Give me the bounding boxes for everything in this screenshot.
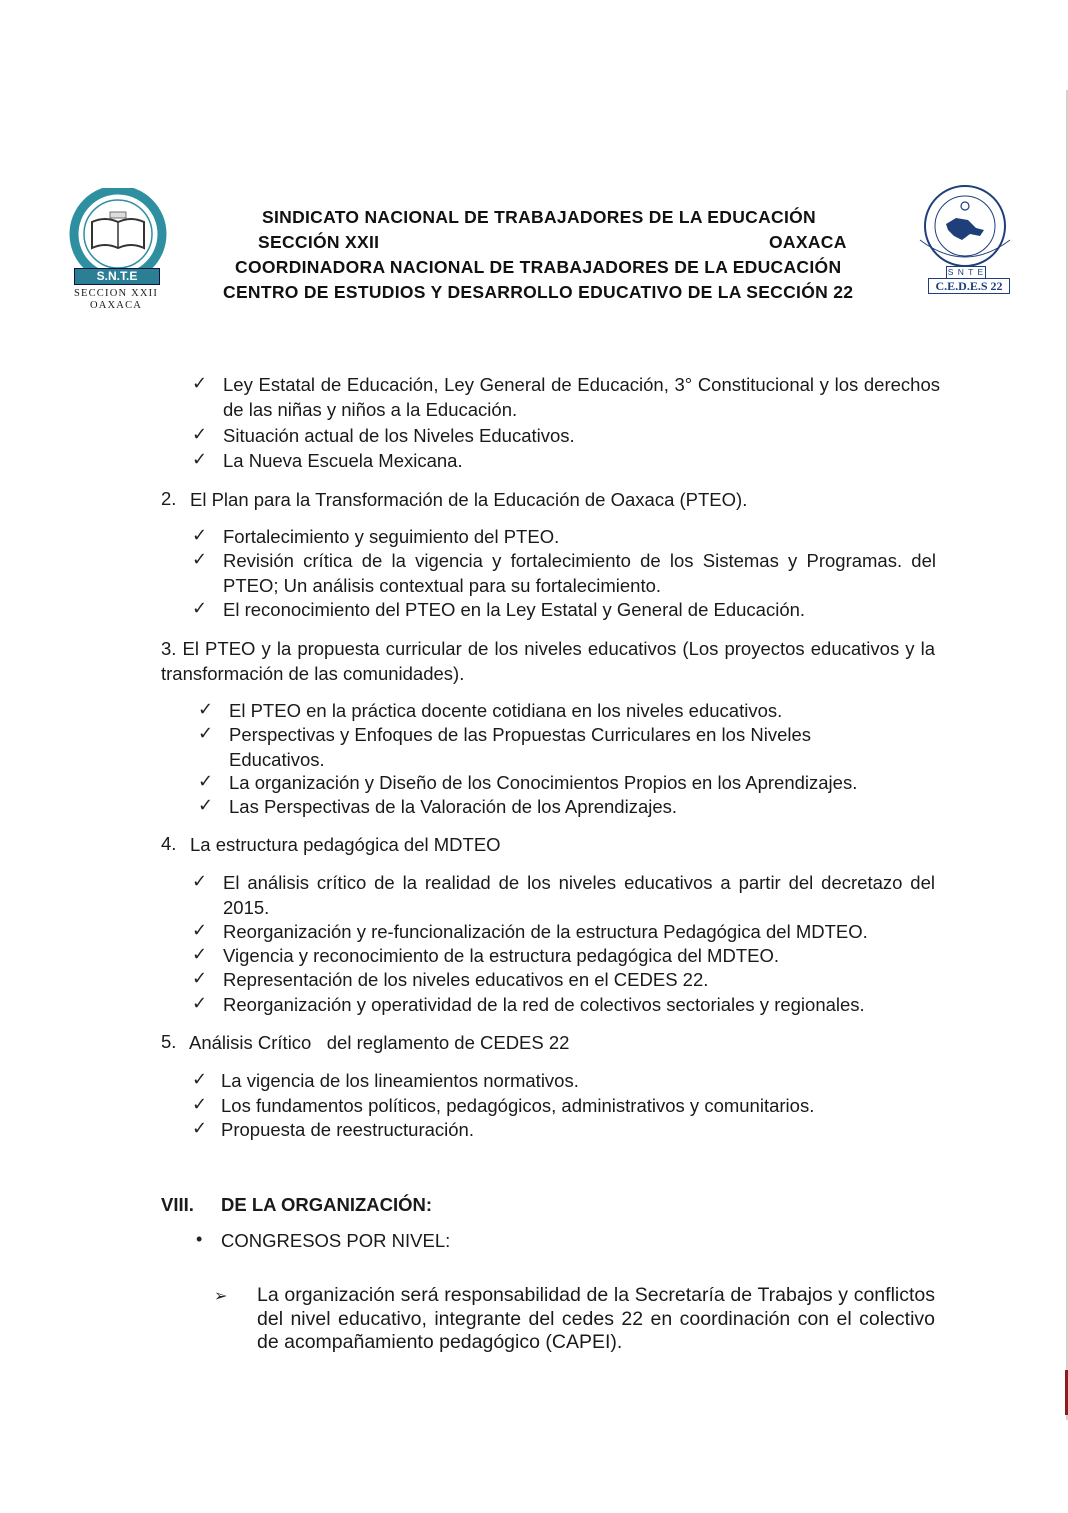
check-icon: ✓ <box>192 424 208 444</box>
cedes-logo-right <box>910 184 1022 296</box>
section-title-text: El PTEO y la propuesta curricular de los niveles educativos (Los proyectos educativos y la transformación de las comunidades). <box>161 638 936 684</box>
list-item: Reorganización y re-funcionalización de la estructura Pedagógica del MDTEO. <box>223 921 868 942</box>
check-icon: ✓ <box>192 871 208 891</box>
check-icon: ✓ <box>198 771 214 791</box>
check-icon: ✓ <box>192 944 208 964</box>
check-icon: ✓ <box>198 795 214 815</box>
check-icon: ✓ <box>192 1094 208 1114</box>
section-title: El Plan para la Transformación de la Educación de Oaxaca (PTEO). <box>190 489 748 510</box>
list-item: El reconocimiento del PTEO en la Ley Estatal y General de Educación. <box>223 599 806 620</box>
section-title <box>161 637 935 686</box>
check-icon: ✓ <box>192 968 208 988</box>
list-item: Ley Estatal de Educación, Ley General de Educación, 3° Constitucional y los derechos de las niñas y niños a la Educación. <box>223 374 940 420</box>
section-number: 5. <box>161 1031 177 1052</box>
list-item: Revisión crítica de la vigencia y fortalecimiento de los Sistemas y Programas. del PTEO; Un análisis contextual para su fortalecimiento. <box>223 550 936 596</box>
check-icon: ✓ <box>192 1069 208 1089</box>
section-title: Análisis Crítico del reglamento de CEDES 22 <box>189 1032 570 1053</box>
section-number: 3. <box>161 638 177 659</box>
section-viii-number: VIII. <box>161 1194 194 1215</box>
section-viii-title: DE LA ORGANIZACIÓN: <box>221 1194 433 1215</box>
organization-paragraph: La organización será responsabilidad de la Secretaría de Trabajos y conflictos del nivel educativo, integrante del cedes 22 en coordinación con el colectivo de acompañamiento pedagógico (CAPEI). <box>257 1284 935 1353</box>
list-item: Las Perspectivas de la Valoración de los Aprendizajes. <box>229 796 678 817</box>
check-icon: ✓ <box>192 373 208 393</box>
list-item: Representación de los niveles educativos en el CEDES 22. <box>223 969 709 990</box>
list-item: Los fundamentos políticos, pedagógicos, administrativos y comunitarios. <box>221 1095 815 1116</box>
list-item: Situación actual de los Niveles Educativos. <box>223 425 575 446</box>
header-line-3: COORDINADORA NACIONAL DE TRABAJADORES DE LA EDUCACIÓN <box>235 257 842 277</box>
check-icon: ✓ <box>192 1118 208 1138</box>
list-item: La Nueva Escuela Mexicana. <box>223 450 463 471</box>
header-line-4: CENTRO DE ESTUDIOS Y DESARROLLO EDUCATIVO DE LA SECCIÓN 22 <box>223 282 854 302</box>
list-item: Vigencia y reconocimiento de la estructura pedagógica del MDTEO. <box>223 945 779 966</box>
logo-caption-section: SECCION XXII <box>73 288 159 299</box>
snte-badge: S.N.T.E <box>74 268 160 285</box>
header-line-2-left: SECCIÓN XXII <box>258 232 380 252</box>
logo-caption-state: OAXACA <box>89 300 143 311</box>
section-number: 2. <box>161 488 177 509</box>
check-icon: ✓ <box>192 920 208 940</box>
check-icon: ✓ <box>192 993 208 1013</box>
check-icon: ✓ <box>198 723 214 743</box>
section-number: 4. <box>161 833 177 854</box>
header-line-2-right: OAXACA <box>769 232 847 252</box>
list-item: Fortalecimiento y seguimiento del PTEO. <box>223 526 560 547</box>
cedes-label: C.E.D.E.S 22 <box>928 278 1010 294</box>
list-item: Propuesta de reestructuración. <box>221 1119 474 1140</box>
cedes-emblem <box>910 184 1020 274</box>
check-icon: ✓ <box>192 549 208 569</box>
check-icon: ✓ <box>192 449 208 469</box>
list-item: Perspectivas y Enfoques de las Propuestas Curriculares en los Niveles Educativos. <box>229 724 812 770</box>
check-icon: ✓ <box>192 525 208 545</box>
cedes-snte-badge: S N T E <box>947 267 985 277</box>
bullet-dot-icon: • <box>196 1229 203 1249</box>
list-item: Reorganización y operatividad de la red de colectivos sectoriales y regionales. <box>223 994 865 1015</box>
check-icon: ✓ <box>198 699 214 719</box>
list-item: El PTEO en la práctica docente cotidiana en los niveles educativos. <box>229 700 783 721</box>
section-title: La estructura pedagógica del MDTEO <box>190 834 501 855</box>
arrow-bullet-icon: ➢ <box>214 1288 228 1305</box>
check-icon: ✓ <box>192 598 208 618</box>
snte-logo-left <box>60 188 180 318</box>
list-item: El análisis crítico de la realidad de los niveles educativos a partir del decretazo del 2015. <box>223 872 935 918</box>
list-item: La vigencia de los lineamientos normativos. <box>221 1070 579 1091</box>
congress-bullet: CONGRESOS POR NIVEL: <box>221 1230 451 1251</box>
list-item: La organización y Diseño de los Conocimientos Propios en los Aprendizajes. <box>229 772 858 793</box>
header-line-1: SINDICATO NACIONAL DE TRABAJADORES DE LA EDUCACIÓN <box>262 207 816 227</box>
